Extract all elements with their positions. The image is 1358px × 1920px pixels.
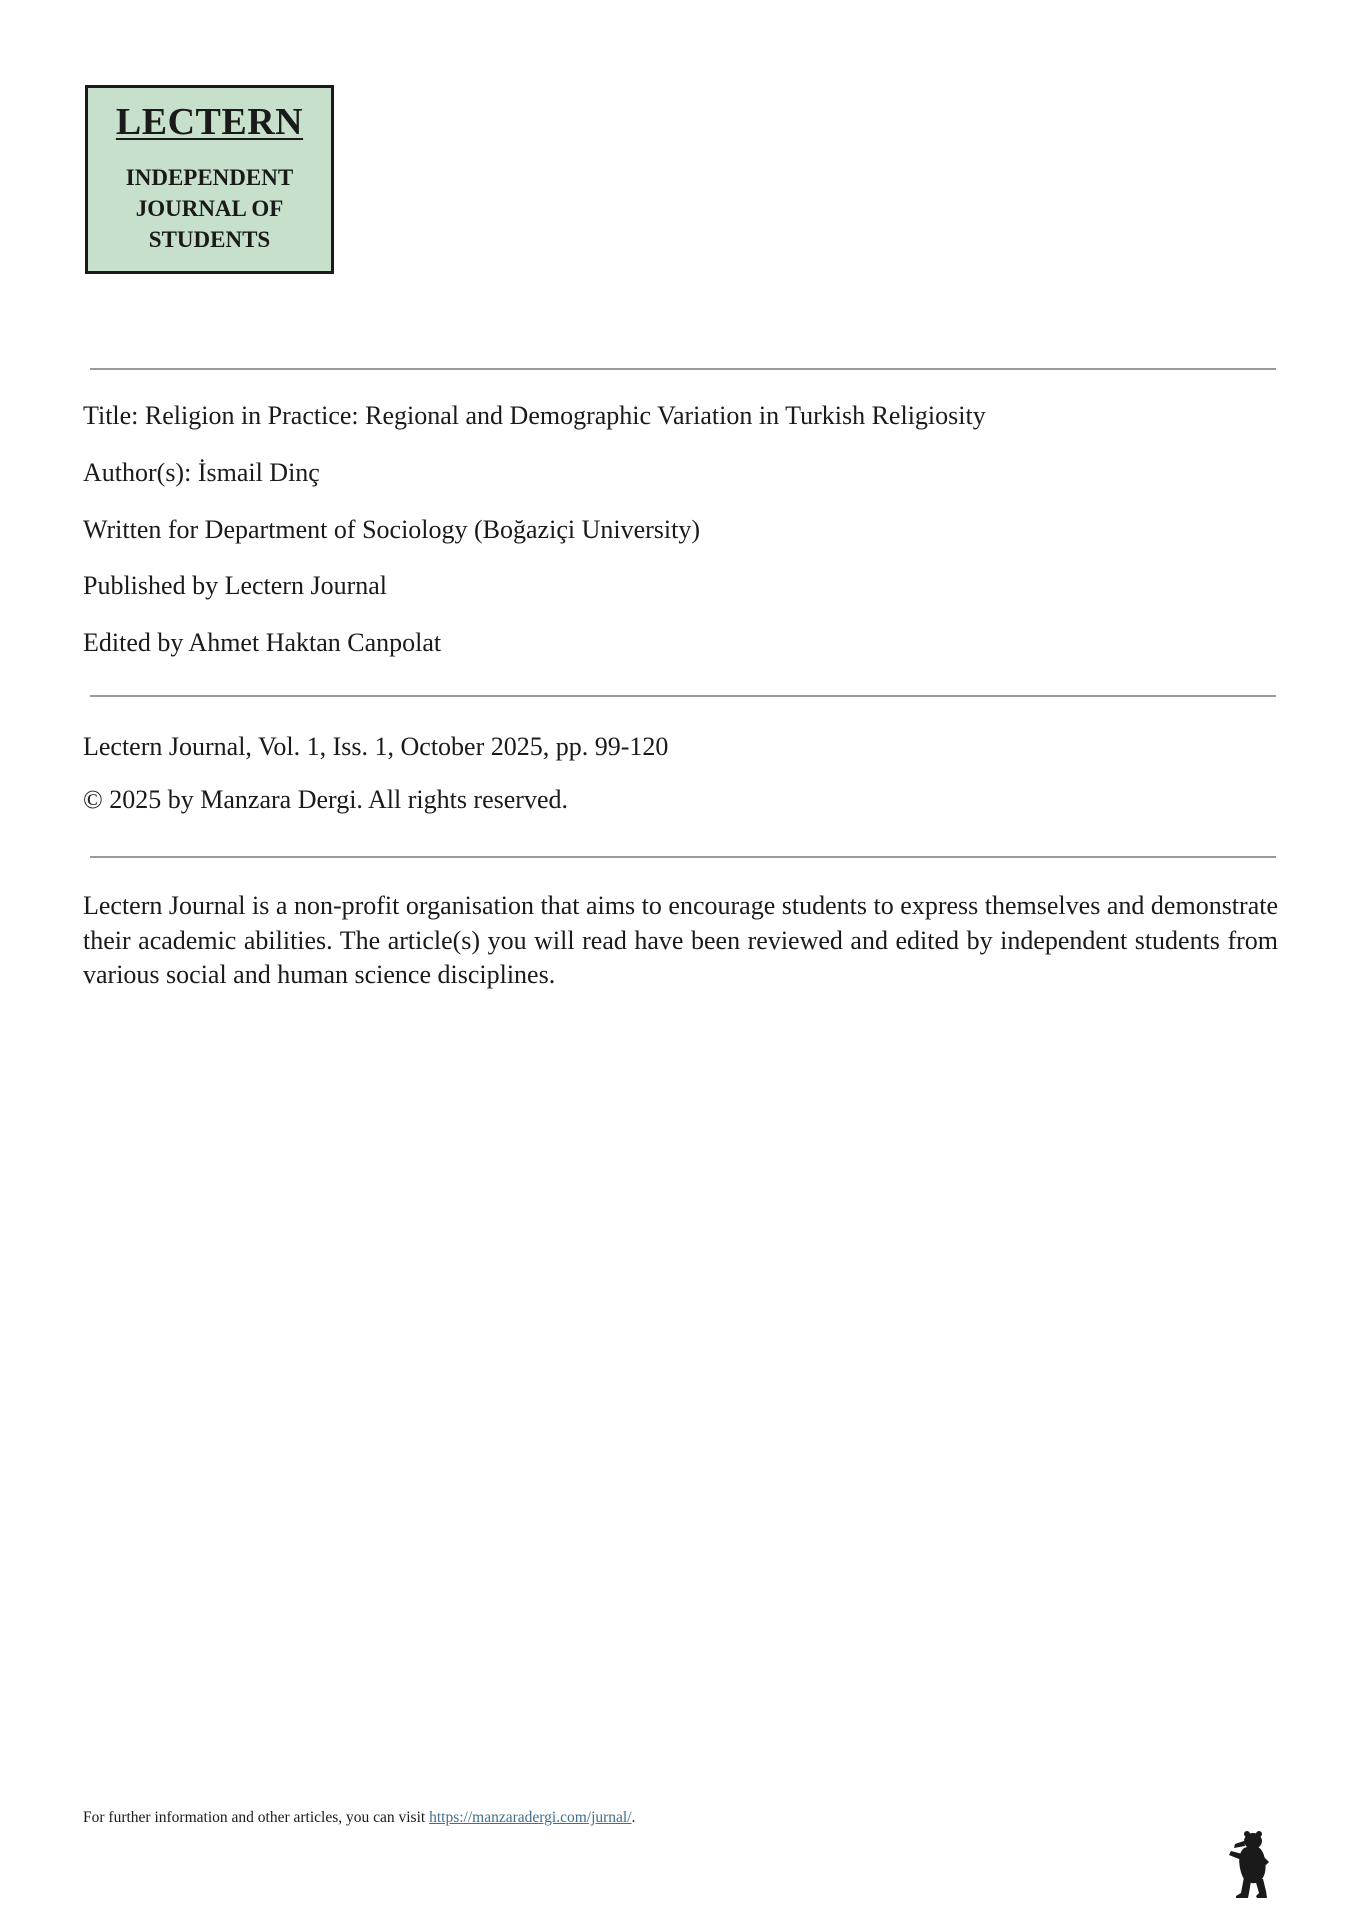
copyright-notice: © 2025 by Manzara Dergi. All rights reserved.: [83, 785, 568, 814]
journal-logo: [85, 85, 334, 274]
logo-subtitle: [88, 162, 331, 255]
footer-text: For further information and other articles, you can visit: [83, 1809, 430, 1826]
divider-bottom: [90, 856, 1276, 858]
footer-suffix: .: [631, 1809, 636, 1826]
article-title: Title: Religion in Practice: Regional and Demographic Variation in Turkish Religiosity: [83, 401, 986, 430]
divider-top: [90, 368, 1276, 370]
logo-subtitle-line: INDEPENDENT: [125, 165, 294, 190]
footer-note: [83, 1809, 635, 1827]
article-written-for: Written for Department of Sociology (Boğaziçi University): [83, 515, 701, 544]
logo-title: LECTERN: [115, 101, 304, 143]
footer-link[interactable]: https://manzaradergi.com/jurnal/: [429, 1809, 632, 1826]
article-editor: Edited by Ahmet Haktan Canpolat: [83, 628, 442, 657]
logo-subtitle-line: STUDENTS: [148, 227, 271, 252]
about-paragraph: Lectern Journal is a non-profit organisation that aims to encourage students to express themselves and demonstrate their academic abilities. The article(s) you will read have been reviewed and edited by independent students from various social and human science disciplines.: [83, 891, 1278, 989]
citation-reference: Lectern Journal, Vol. 1, Iss. 1, October 2025, pp. 99-120: [83, 732, 669, 761]
divider-middle: [90, 695, 1276, 697]
logo-subtitle-line: JOURNAL OF: [135, 196, 284, 221]
article-publisher: Published by Lectern Journal: [83, 571, 387, 600]
article-authors: Author(s): İsmail Dinç: [83, 458, 320, 487]
bear-icon: [1222, 1827, 1280, 1899]
